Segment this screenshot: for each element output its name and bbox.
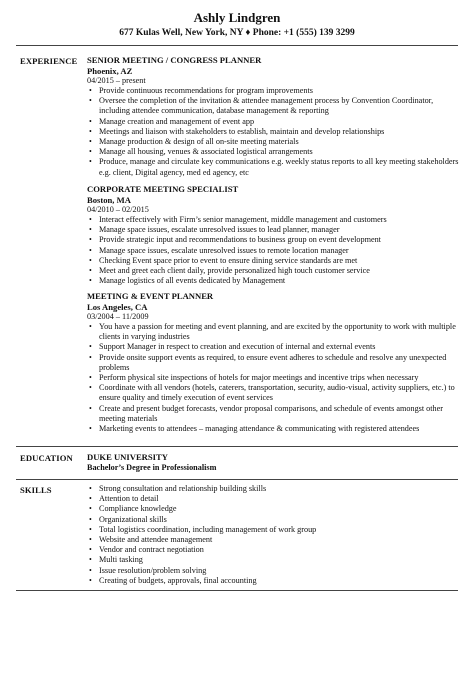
bullet-text: Total logistics coordination, including management of work group: [99, 524, 317, 534]
job-location: Phoenix, AZ: [87, 66, 133, 76]
bullet-dot-icon: •: [89, 565, 92, 575]
job-bullets: [87, 215, 462, 286]
job-entry: [87, 55, 462, 178]
bullet-dot-icon: •: [89, 403, 92, 413]
bullet-text: Checking Event space prior to event to ensure dining service standards are met: [99, 255, 358, 265]
bullet-text: Organizational skills: [99, 514, 167, 524]
bullet-dot-icon: •: [89, 215, 92, 224]
bullet-text: Provide onsite support events as required, to ensure event adheres to schedule and resolve any unexpected problems: [99, 352, 447, 372]
bullet-dot-icon: •: [89, 266, 92, 276]
bullet-text: Marketing events to attendees – managing attendance & communicating with registered attendees: [99, 424, 420, 434]
bullet-text: Compliance knowledge: [99, 504, 177, 514]
bullet-dot-icon: •: [89, 535, 92, 545]
bullet-text: Vendor and contract negotiation: [99, 545, 204, 555]
divider: [16, 446, 458, 447]
bullet-dot-icon: •: [89, 137, 92, 147]
bullet-dot-icon: •: [89, 373, 92, 383]
bullet-item: [87, 322, 462, 342]
bullet-text: Manage production & design of all on-site meeting materials: [99, 137, 299, 147]
job-bullets: [87, 322, 462, 434]
bullet-dot-icon: •: [89, 383, 92, 393]
bullet-dot-icon: •: [89, 96, 92, 106]
bullet-dot-icon: •: [89, 504, 92, 514]
skill-item: [87, 545, 462, 555]
section-label-education: EDUCATION: [20, 453, 73, 463]
job-title: CORPORATE MEETING SPECIALIST: [87, 184, 239, 194]
bullet-text: Provide strategic input and recommendations to business group on event development: [99, 235, 381, 245]
job-dates: 04/2015 – present: [87, 76, 146, 85]
bullet-text: Meetings and liaison with stakeholders to establish, maintain and develop relationships: [99, 126, 385, 136]
bullet-dot-icon: •: [89, 157, 92, 167]
bullet-dot-icon: •: [89, 126, 92, 136]
bullet-dot-icon: •: [89, 255, 92, 265]
bullet-item: [87, 404, 462, 424]
skill-item: [87, 484, 462, 494]
bullet-dot-icon: •: [89, 276, 92, 286]
job-dates: 04/2010 – 02/2015: [87, 205, 149, 214]
bullet-text: Provide continuous recommendations for program improvements: [99, 86, 313, 95]
bullet-dot-icon: •: [89, 235, 92, 245]
skill-item: [87, 494, 462, 504]
skill-item: [87, 515, 462, 525]
bullet-dot-icon: •: [89, 116, 92, 126]
bullet-text: Create and present budget forecasts, vendor proposal comparisons, and schedule of events amongst other meeting materials: [99, 403, 443, 423]
bullet-item: [87, 86, 462, 96]
bullet-item: [87, 256, 462, 266]
bullet-item: [87, 266, 462, 276]
bullet-text: Manage creation and management of event app: [99, 116, 255, 126]
bullet-text: Website and attendee management: [99, 535, 213, 545]
bullet-text: Creating of budgets, approvals, final accounting: [99, 575, 257, 585]
bullet-dot-icon: •: [89, 514, 92, 524]
bullet-text: Manage space issues, escalate unresolved issues to remote location manager: [99, 245, 349, 255]
bullet-text: You have a passion for meeting and event planning, and are excited by the opportunity to work with multiple clients in varying industries: [99, 322, 456, 342]
bullet-text: Multi tasking: [99, 555, 143, 565]
bullet-text: Manage all housing, venues & associated logistical arrangements: [99, 147, 313, 157]
job-location: Los Angeles, CA: [87, 302, 148, 312]
bullet-item: [87, 276, 462, 286]
bullet-item: [87, 383, 462, 403]
bullet-dot-icon: •: [89, 147, 92, 157]
bullet-text: Meet and greet each client daily, provide personalized high touch customer service: [99, 266, 370, 276]
job-entry: [87, 291, 462, 434]
section-label-experience: EXPERIENCE: [20, 56, 78, 66]
job-entry: [87, 184, 462, 286]
bullet-item: [87, 353, 462, 373]
bullet-dot-icon: •: [89, 555, 92, 565]
section-label-skills: SKILLS: [20, 485, 52, 495]
degree: Bachelor’s Degree in Professionalism: [87, 463, 217, 472]
bullet-item: [87, 235, 462, 245]
bullet-dot-icon: •: [89, 322, 92, 331]
bullet-text: Support Manager in respect to creation and execution of internal and external events: [99, 342, 376, 352]
job-location: Boston, MA: [87, 195, 131, 205]
bullet-dot-icon: •: [89, 494, 92, 504]
divider: [16, 479, 458, 480]
bullet-text: Manage space issues, escalate unresolved issues to lead planner, manager: [99, 225, 340, 235]
bullet-text: Perform physical site inspections of hotels for major meetings and incentive trips when necessary: [99, 373, 419, 383]
bullet-text: Interact effectively with Firm’s senior management, middle management and customers: [99, 215, 387, 224]
bullet-dot-icon: •: [89, 524, 92, 534]
bullet-dot-icon: •: [89, 245, 92, 255]
candidate-name: Ashly Lindgren: [193, 10, 281, 25]
bullet-item: [87, 96, 462, 116]
bullet-dot-icon: •: [89, 484, 92, 493]
bullet-item: [87, 137, 462, 147]
job-bullets: [87, 86, 462, 178]
bullet-item: [87, 424, 462, 434]
skill-item: [87, 525, 462, 535]
bullet-text: Oversee the completion of the invitation & attendee management process by Convention Coordinator, including attendee communication, database management & reporting: [99, 96, 434, 116]
skill-item: [87, 504, 462, 514]
bullet-dot-icon: •: [89, 424, 92, 434]
bullet-dot-icon: •: [89, 545, 92, 555]
skill-item: [87, 576, 462, 586]
contact-line: 677 Kulas Well, New York, NY ♦ Phone: +1 (555) 139 3299: [119, 28, 355, 38]
bullet-text: Produce, manage and circulate key communications e.g. weekly status reports to all key meeting stakeholders e.g. client, Digital agency, med ed agency, etc: [99, 157, 459, 177]
bullet-text: Strong consultation and relationship building skills: [99, 484, 267, 493]
bullet-text: Manage logistics of all events dedicated by Management: [99, 276, 286, 286]
job-title: MEETING & EVENT PLANNER: [87, 291, 214, 301]
school-name: DUKE UNIVERSITY: [87, 452, 168, 462]
education-entry: [87, 452, 462, 473]
bullet-dot-icon: •: [89, 352, 92, 362]
bullet-item: [87, 215, 462, 225]
bullet-item: [87, 373, 462, 383]
job-dates: 03/2004 – 11/2009: [87, 312, 149, 321]
skill-item: [87, 555, 462, 565]
bullet-item: [87, 117, 462, 127]
skill-item: [87, 535, 462, 545]
bullet-item: [87, 225, 462, 235]
bullet-item: [87, 147, 462, 157]
divider: [16, 590, 458, 591]
job-title: SENIOR MEETING / CONGRESS PLANNER: [87, 55, 262, 65]
skill-item: [87, 566, 462, 576]
divider: [16, 45, 458, 46]
bullet-text: Coordinate with all vendors (hotels, caterers, transportation, security, audio-visual, activity suppliers, etc.) to ensure quality and timely execution of event services: [99, 383, 455, 403]
bullet-item: [87, 246, 462, 256]
bullet-dot-icon: •: [89, 342, 92, 352]
skills-list: [87, 484, 462, 586]
bullet-dot-icon: •: [89, 225, 92, 235]
bullet-item: [87, 157, 462, 177]
bullet-dot-icon: •: [89, 86, 92, 95]
bullet-text: Issue resolution/problem solving: [99, 565, 207, 575]
bullet-item: [87, 342, 462, 352]
bullet-item: [87, 127, 462, 137]
bullet-dot-icon: •: [89, 575, 92, 585]
skills-entry: [87, 484, 462, 586]
bullet-text: Attention to detail: [99, 494, 159, 504]
